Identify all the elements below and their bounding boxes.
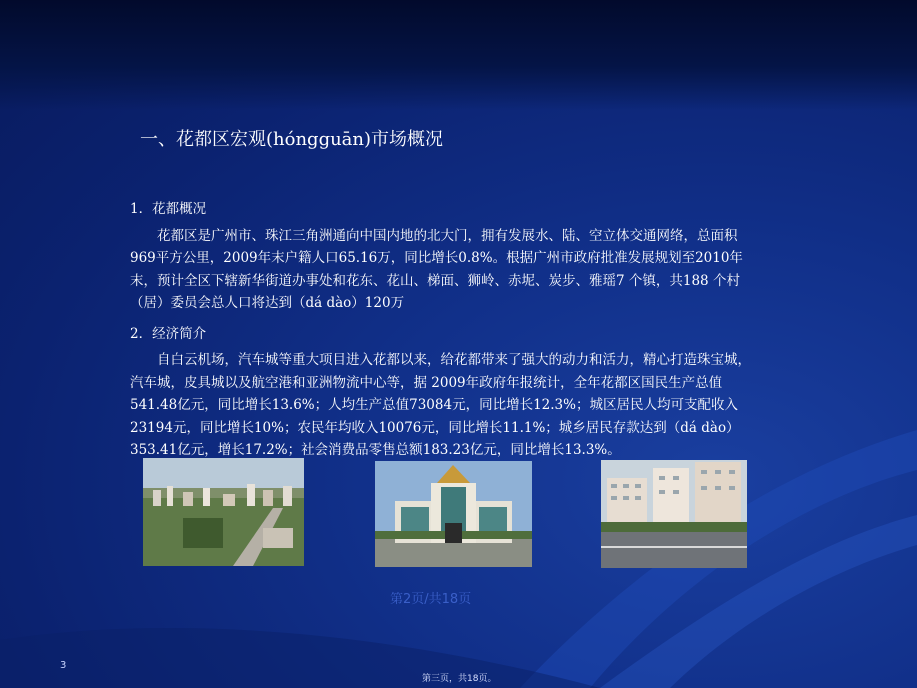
page-count: 第2页/共18页 [390, 592, 472, 607]
section1-heading: 1．花都概况 [130, 201, 207, 217]
slide-content [130, 198, 760, 470]
residential-street-photo [601, 460, 747, 568]
slide-number: 3 [60, 660, 67, 671]
city-aerial-photo [143, 458, 304, 566]
slide-title: 一、花都区宏观(hóngguān)市场概况 [140, 129, 444, 150]
section2-heading: 2．经济简介 [130, 325, 207, 342]
section1-text: 花都区是广州市、珠江三角洲通向中国内地的北大门，拥有发展水、陆、空立体交通网络，总面积969平方公里，2009年末户籍人口65.16万，同比增长0.8%。根据广州市政府批准发展规划至2010年末，预计全区下辖新华街道办事处和花东、花山、梯面、狮岭、赤坭、炭步、雅瑶7 个镇，共188 个村（居）委员会总人口将达到（dá dào）120万 [130, 227, 743, 311]
footer-note: 第三页，共18页。 [422, 674, 497, 684]
section2-text: 自白云机场，汽车城等重大项目进入花都以来，给花都带来了强大的动力和活力，精心打造珠宝城，汽车城，皮具城以及航空港和亚洲物流中心等，据 2009年政府年报统计，全年花都区国民生产总值541.48亿元，同比增长13.6%；人均生产总值73084元，同比增长12.3%；城区居民人均可支配收入23194元，同比增长10%；农民年均收入10076元，同比增长11.1%；城乡居民存款达到（dá dào）353.41亿元，增长17.2%；社会消费品零售总额183.23亿元，同比增长13.3%。 [130, 352, 751, 458]
government-building-photo [375, 461, 532, 567]
